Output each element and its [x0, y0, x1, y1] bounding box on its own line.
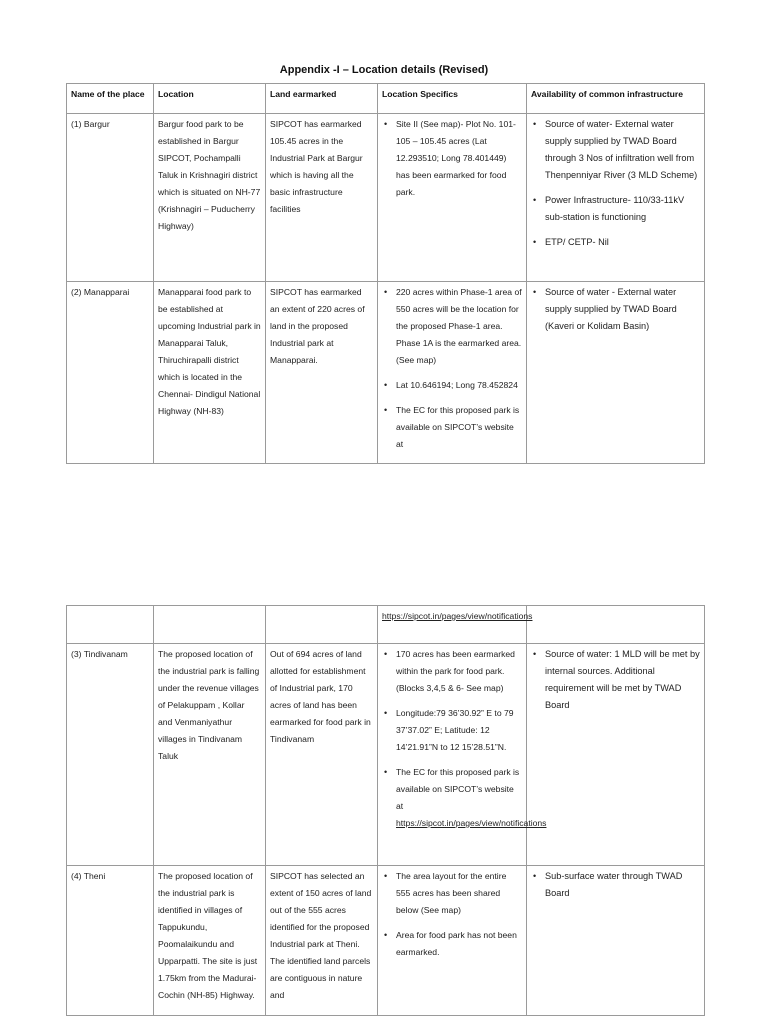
- sipcot-notifications-link[interactable]: https://sipcot.in/pages/view/notifications: [396, 818, 547, 828]
- list-item: • ETP/ CETP- Nil: [545, 234, 700, 251]
- header-name: Name of the place: [67, 84, 154, 114]
- cell-land: SIPCOT has earmarked an extent of 220 acres of land in the proposed Industrial park at Manapparai.: [266, 282, 378, 464]
- list-item: • The area layout for the entire 555 acres has been shared below (See map): [396, 868, 522, 919]
- cell-infra: [527, 282, 705, 464]
- cell-location: Manapparai food park to be established at upcoming Industrial park in Manapparai Taluk, Thiruchirapalli district which is located in the Chennai- Dindigul National Highway (NH-83): [154, 282, 266, 464]
- table-row-continuation: [67, 606, 705, 644]
- cell-land: SIPCOT has selected an extent of 150 acres of land out of the 555 acres identified for the proposed Industrial park at Theni. The identified land parcels are contiguous in nature and: [266, 866, 378, 1016]
- list-item-text: The EC for this proposed park is available on SIPCOT’s website at: [396, 767, 520, 811]
- cell-infra: [527, 866, 705, 1016]
- location-table-part-2: [66, 605, 705, 1016]
- table-row-theni: [67, 866, 705, 1016]
- list-item: • Sub-surface water through TWAD Board: [545, 868, 700, 902]
- list-item: • Longitude:79 36’30.92” E to 79 37’37.02” E; Latitude: 12 14’21.91”N to 12 15’28.51”N.: [396, 705, 522, 756]
- header-land: Land earmarked: [266, 84, 378, 114]
- cell-name: (2) Manapparai: [67, 282, 154, 464]
- cell-specifics: [378, 114, 527, 282]
- sipcot-notifications-link[interactable]: https://sipcot.in/pages/view/notifications: [382, 611, 533, 621]
- cell-name: (4) Theni: [67, 866, 154, 1016]
- list-item: • 220 acres within Phase-1 area of 550 acres will be the location for the proposed Phase-1 area. Phase 1A is the earmarked area. (See map): [396, 284, 522, 369]
- header-infra: Availability of common infrastructure: [527, 84, 705, 114]
- list-item: • The EC for this proposed park is available on SIPCOT’s website at: [396, 402, 522, 453]
- list-item: • Lat 10.646194; Long 78.452824: [396, 377, 522, 394]
- header-specifics: Location Specifics: [378, 84, 527, 114]
- table-row-bargur: [67, 114, 705, 282]
- list-item: • Power Infrastructure- 110/33-11kV sub-station is functioning: [545, 192, 700, 226]
- document-title: Appendix -I – Location details (Revised): [279, 64, 489, 76]
- cell-name: (1) Bargur: [67, 114, 154, 282]
- cell-specifics: [378, 606, 533, 644]
- list-item: • Site II (See map)- Plot No. 101-105 – 105.45 acres (Lat 12.293510; Long 78.401449) has been earmarked for food park.: [396, 116, 522, 201]
- cell-specifics: [378, 644, 547, 866]
- list-item: • Source of water- External water supply supplied by TWAD Board through 3 Nos of infiltration well from Thenpenniyar River (3 MLD Scheme): [545, 116, 700, 184]
- location-table-part-1: [66, 83, 705, 464]
- list-item: • Source of water - External water supply supplied by TWAD Board (Kaveri or Kolidam Basin): [545, 284, 700, 335]
- table-header-row: [67, 84, 705, 114]
- cell-infra: [527, 114, 705, 282]
- cell-location: Bargur food park to be established in Bargur SIPCOT, Pochampalli Taluk in Krishnagiri district which is situated on NH-77 (Krishnagiri – Puducherry Highway): [154, 114, 266, 282]
- cell-specifics: [378, 282, 527, 464]
- header-location: Location: [154, 84, 266, 114]
- cell-specifics: [378, 866, 527, 1016]
- cell-location: The proposed location of the industrial park is identified in villages of Tappukundu, Poomalaikundu and Upparpatti. The site is just 1.75km from the Madurai-Cochin (NH-85) Highway.: [154, 866, 266, 1016]
- cell-land: SIPCOT has earmarked 105.45 acres in the Industrial Park at Bargur which is having all the basic infrastructure facilities: [266, 114, 378, 282]
- list-item: • Area for food park has not been earmarked.: [396, 927, 522, 961]
- list-item: [396, 764, 547, 832]
- list-item: • Source of water: 1 MLD will be met by internal sources. Additional requirement will be met by TWAD Board: [545, 646, 700, 714]
- table-row-manapparai: [67, 282, 705, 464]
- cell-land: Out of 694 acres of land allotted for establishment of Industrial park, 170 acres of land has been earmarked for food park in Tindivanam: [266, 644, 378, 866]
- table-row-tindivanam: [67, 644, 705, 866]
- list-item: • 170 acres has been earmarked within the park for food park. (Blocks 3,4,5 & 6- See map): [396, 646, 522, 697]
- cell-location: The proposed location of the industrial park is falling under the revenue villages of Pelakuppam , Kollar and Venmaniyathur villages in Tindivanam Taluk: [154, 644, 266, 866]
- cell-name: (3) Tindivanam: [67, 644, 154, 866]
- cell-infra: [527, 644, 705, 866]
